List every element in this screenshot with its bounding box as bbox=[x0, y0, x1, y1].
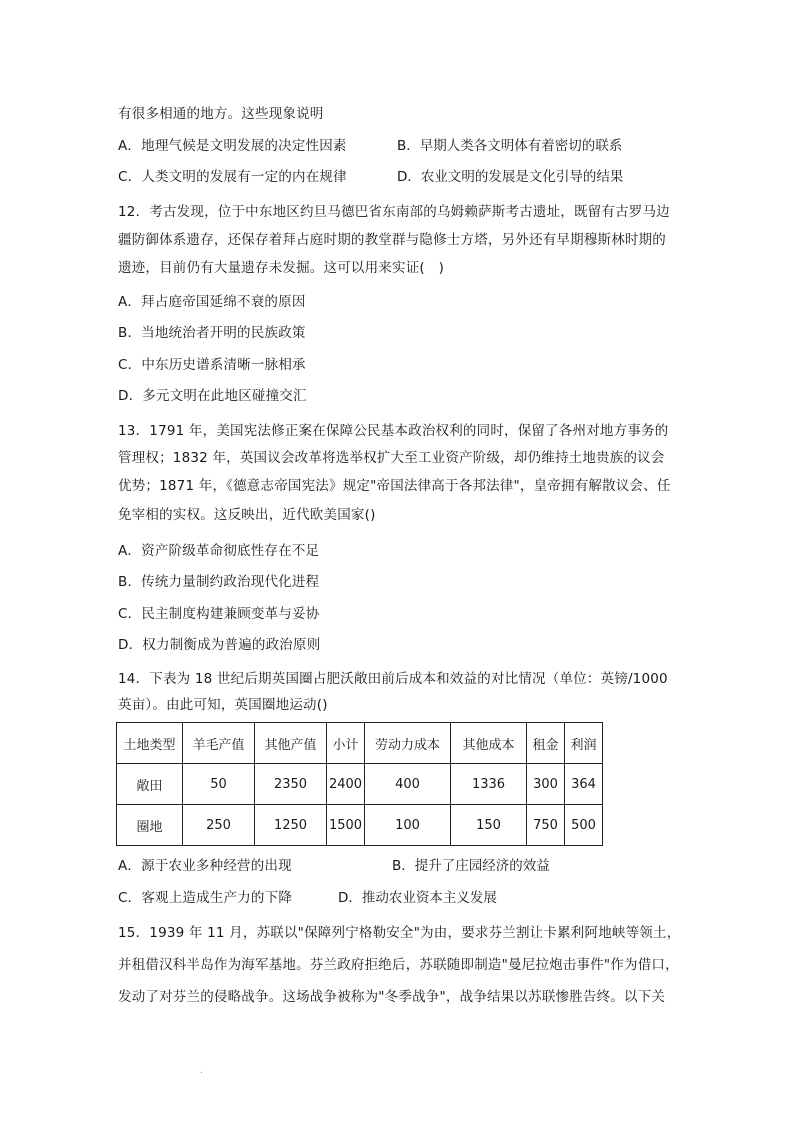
table-cell: 敞田 bbox=[117, 764, 183, 805]
table-cell: 1250 bbox=[255, 805, 327, 846]
q13-stem-line4: 免宰相的实权。这反映出，近代欧美国家() bbox=[118, 507, 376, 523]
table-header-cell: 羊毛产值 bbox=[183, 723, 255, 764]
table-cell: 150 bbox=[451, 805, 527, 846]
q11-stem-tail: 有很多相通的地方。这些现象说明 bbox=[118, 106, 324, 122]
table-row bbox=[117, 805, 603, 846]
q12-stem-line1: 12．考古发现，位于中东地区约旦马德巴省东南部的乌姆赖萨斯考古遗址，既留有古罗马边 bbox=[118, 204, 670, 220]
q13-option-a: A．资产阶级革命彻底性存在不足 bbox=[118, 543, 320, 559]
q13-option-d: D．权力制衡成为普遍的政治原则 bbox=[118, 637, 321, 653]
q13-stem-line3: 优势；1871 年，《德意志帝国宪法》规定"帝国法律高于各邦法律"，皇帝拥有解散议会、任 bbox=[118, 478, 671, 494]
table-cell: 250 bbox=[183, 805, 255, 846]
table-header-cell: 其他成本 bbox=[451, 723, 527, 764]
q13-stem-line2: 管理权；1832 年，英国议会改革将选举权扩大至工业资产阶级，却仍维持土地贵族的议会 bbox=[118, 450, 665, 466]
q12-option-a: A．拜占庭帝国延绵不衰的原因 bbox=[118, 294, 306, 310]
q13-option-b: B．传统力量制约政治现代化进程 bbox=[118, 574, 320, 590]
table-cell: 364 bbox=[565, 764, 603, 805]
table-cell: 2400 bbox=[327, 764, 365, 805]
q15-stem-line3: 发动了对芬兰的侵略战争。这场战争被称为"冬季战争"，战争结果以苏联惨胜告终。以下关 bbox=[118, 989, 666, 1005]
q15-stem-line2: 并租借汉科半岛作为海军基地。芬兰政府拒绝后，苏联随即制造"曼尼拉炮击事件"作为借口， bbox=[118, 957, 679, 973]
table-cell: 300 bbox=[527, 764, 565, 805]
q13-option-c: C．民主制度构建兼顾变革与妥协 bbox=[118, 606, 320, 622]
q15-stem-line1: 15．1939 年 11 月，苏联以"保障列宁格勒安全"为由，要求芬兰割让卡累利阿地峡等领土， bbox=[118, 925, 681, 941]
table-cell: 1500 bbox=[327, 805, 365, 846]
table-header-cell: 土地类型 bbox=[117, 723, 183, 764]
q12-option-b: B．当地统治者开明的民族政策 bbox=[118, 325, 306, 341]
table-cell: 50 bbox=[183, 764, 255, 805]
q14-stem-line2: 英亩）。由此可知，英国圈地运动() bbox=[118, 697, 328, 713]
q11-option-c: C．人类文明的发展有一定的内在规律 bbox=[118, 169, 347, 185]
q13-stem-line1: 13．1791 年，美国宪法修正案在保障公民基本政治权利的同时，保留了各州对地方事务的 bbox=[118, 423, 669, 439]
q14-option-a: A．源于农业多种经营的出现 bbox=[118, 858, 292, 874]
table-header-cell: 小计 bbox=[327, 723, 365, 764]
table-header-cell: 劳动力成本 bbox=[365, 723, 451, 764]
table-header-cell: 利润 bbox=[565, 723, 603, 764]
q14-option-c: C．客观上造成生产力的下降 bbox=[118, 890, 293, 906]
q14-data-table bbox=[116, 722, 603, 846]
table-cell: 2350 bbox=[255, 764, 327, 805]
q14-stem-line1: 14．下表为 18 世纪后期英国圈占肥沃敞田前后成本和效益的对比情况（单位：英镑/1000 bbox=[118, 671, 668, 687]
q11-option-d: D．农业文明的发展是文化引导的结果 bbox=[397, 169, 624, 185]
q12-option-d: D．多元文明在此地区碰撞交汇 bbox=[118, 388, 307, 404]
table-cell: 750 bbox=[527, 805, 565, 846]
table-cell: 圈地 bbox=[117, 805, 183, 846]
q14-option-d: D．推动农业资本主义发展 bbox=[338, 890, 497, 906]
page-footer-mark: . bbox=[200, 1066, 203, 1076]
table-header-cell: 租金 bbox=[527, 723, 565, 764]
q14-option-b: B．提升了庄园经济的效益 bbox=[392, 858, 550, 874]
table-cell: 500 bbox=[565, 805, 603, 846]
q12-stem-line3: 遗迹，目前仍有大量遗存未发掘。这可以用来实证( ) bbox=[118, 260, 445, 276]
q11-option-b: B．早期人类各文明体有着密切的联系 bbox=[397, 138, 623, 154]
q12-option-c: C．中东历史谱系清晰一脉相承 bbox=[118, 357, 306, 373]
table-cell: 100 bbox=[365, 805, 451, 846]
table-cell: 400 bbox=[365, 764, 451, 805]
table-cell: 1336 bbox=[451, 764, 527, 805]
table-row bbox=[117, 764, 603, 805]
q11-option-a: A．地理气候是文明发展的决定性因素 bbox=[118, 138, 347, 154]
table-header-row bbox=[117, 723, 603, 764]
table-header-cell: 其他产值 bbox=[255, 723, 327, 764]
q12-stem-line2: 疆防御体系遗存，还保存着拜占庭时期的教堂群与隐修士方塔，另外还有早期穆斯林时期的 bbox=[118, 232, 666, 248]
